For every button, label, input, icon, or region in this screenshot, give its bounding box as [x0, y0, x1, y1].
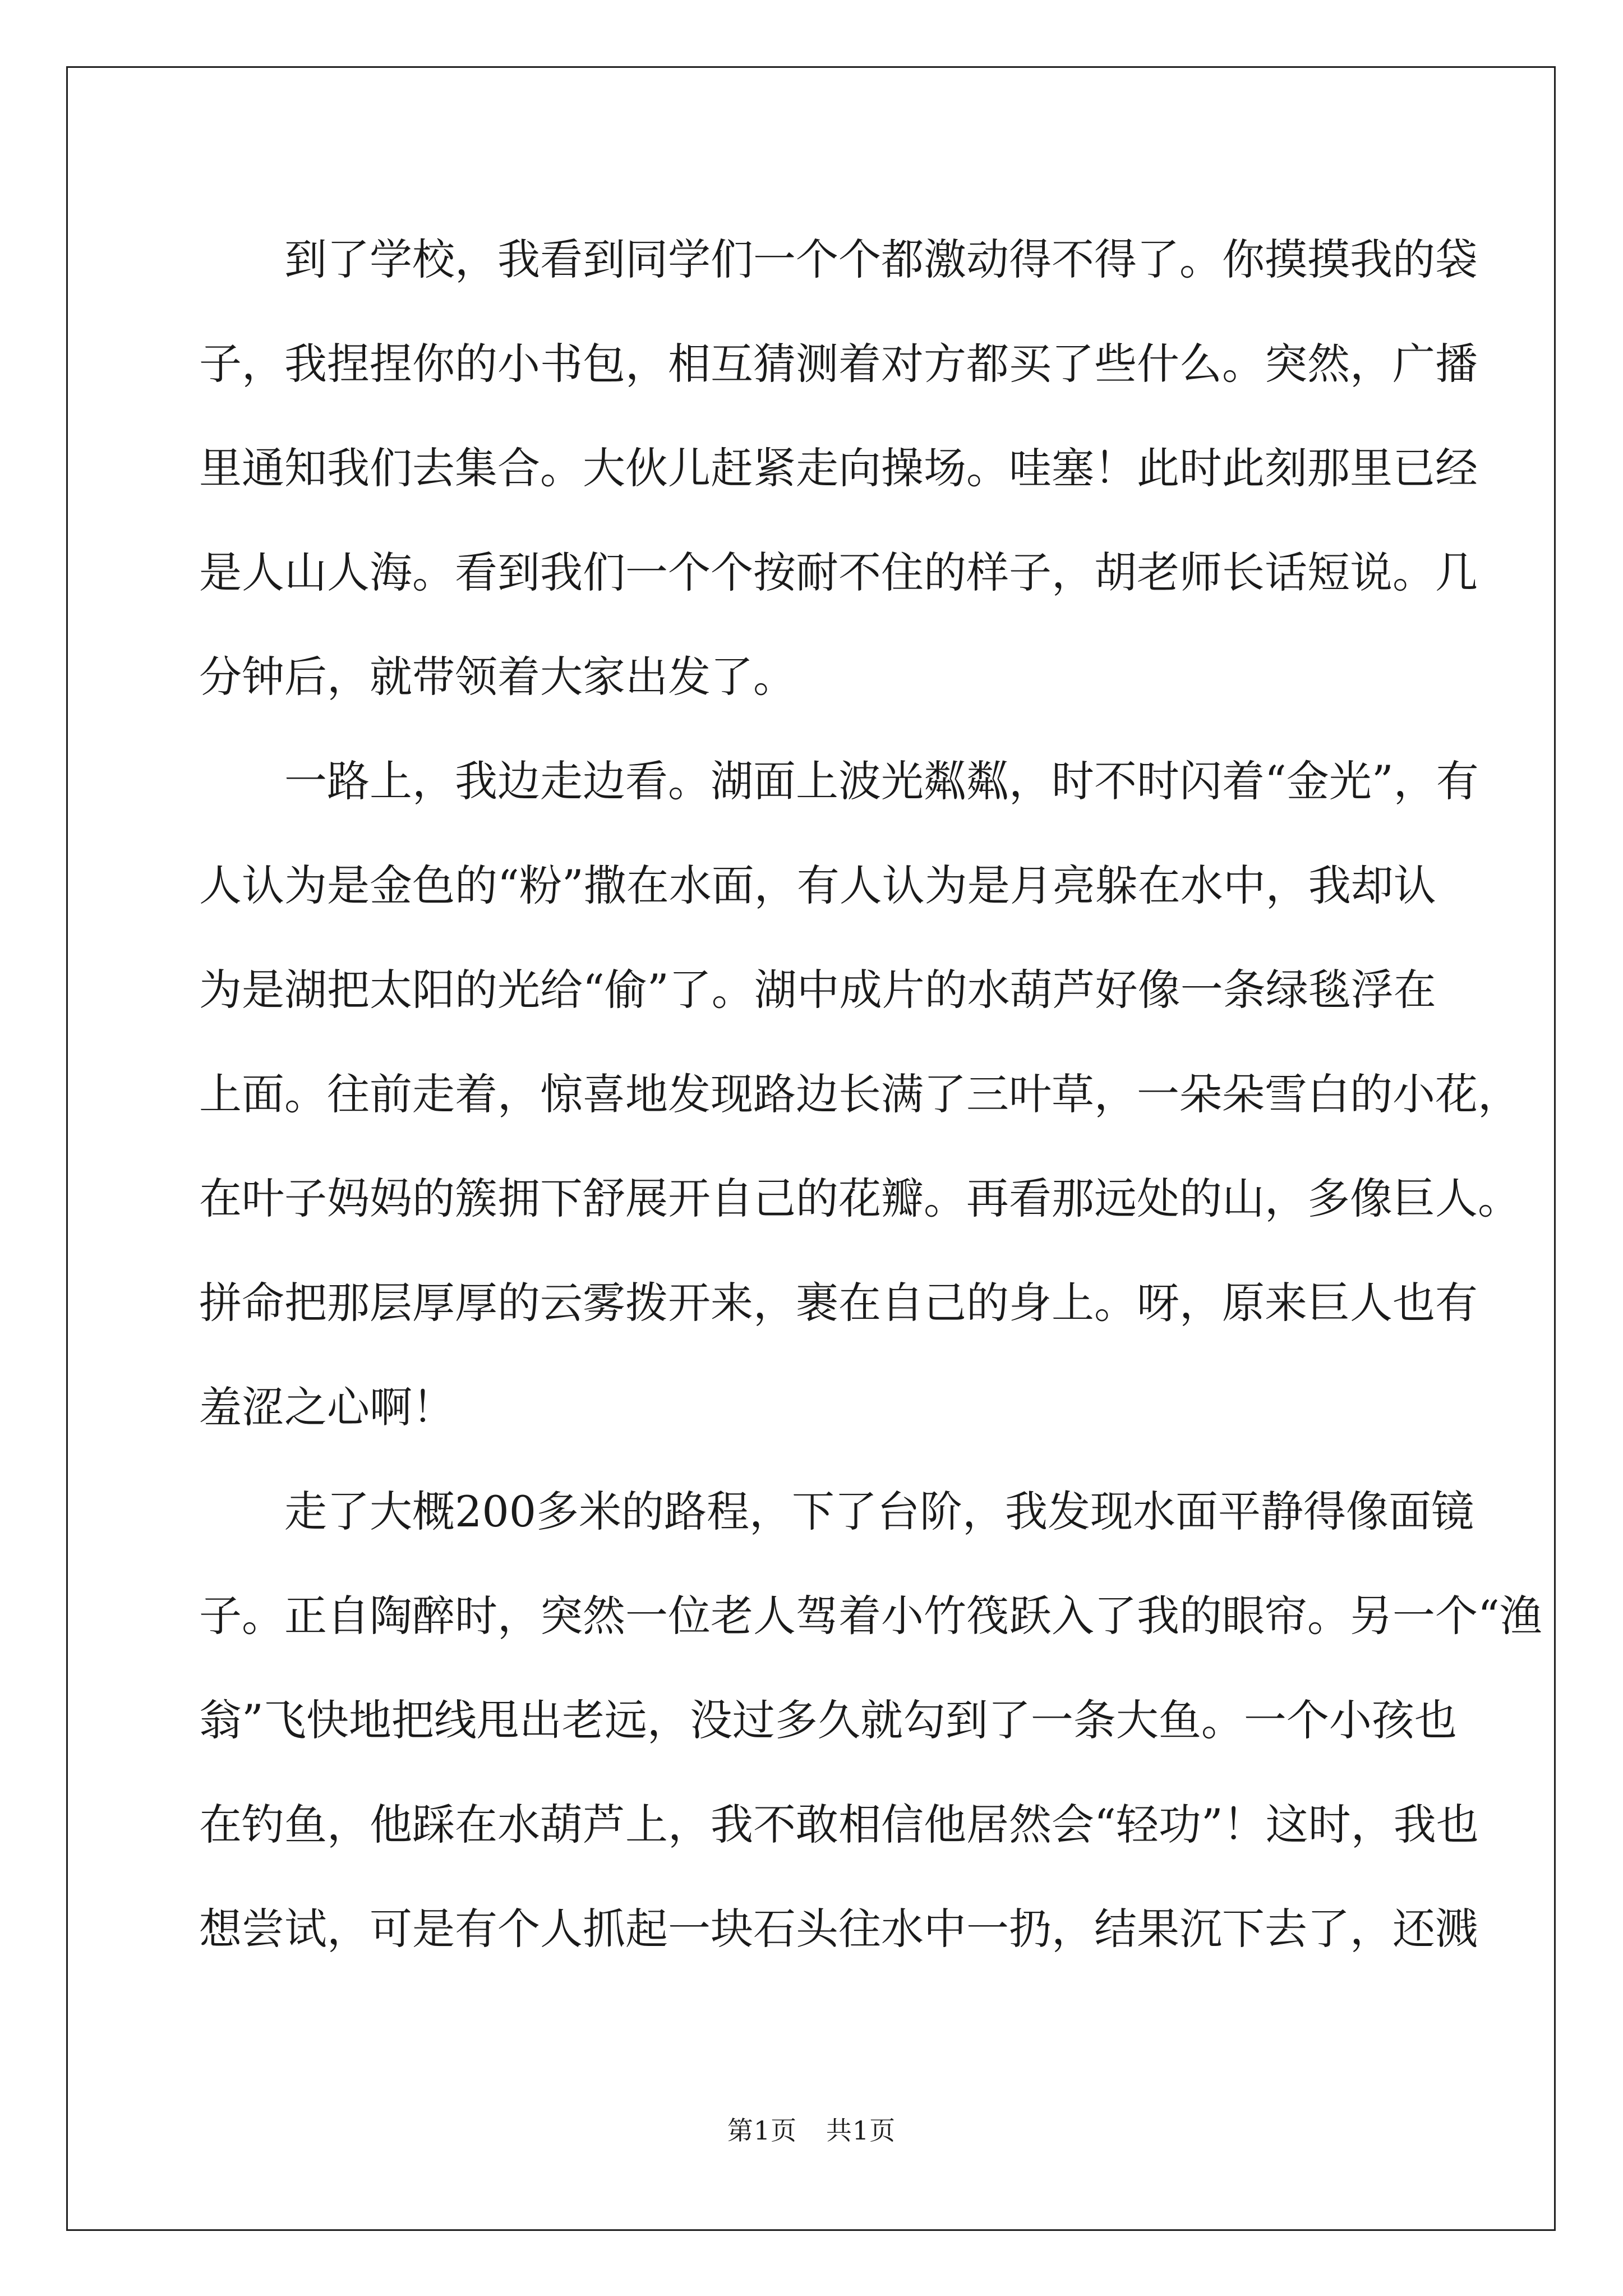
text-line: 翁”飞快地把线甩出老远，没过多久就勾到了一条大鱼。一个小孩也: [199, 1695, 1457, 1745]
text-line: 人认为是金色的“粉”撒在水面，有人认为是月亮躲在水中，我却认: [199, 861, 1436, 910]
text-line: 里通知我们去集合。大伙儿赶紧走向操场。哇塞！此时此刻那里已经: [199, 443, 1478, 493]
text-line: 在叶子妈妈的簇拥下舒展开自己的花瓣。再看那远处的山，多像巨人。: [199, 1174, 1520, 1223]
text-line: 为是湖把太阳的光给“偷”了。湖中成片的水葫芦好像一条绿毯浮在: [199, 965, 1436, 1015]
text-line: 子，我捏捏你的小书包，相互猜测着对方都买了些什么。突然，广播: [199, 339, 1478, 389]
text-line: 羞涩之心啊！: [199, 1382, 455, 1432]
article-body: [199, 208, 1542, 1981]
text-line: 到了学校，我看到同学们一个个都激动得不得了。你摸摸我的袋: [284, 234, 1478, 284]
text-line: 子。正自陶醉时，突然一位老人驾着小竹筏跃入了我的眼帘。另一个“渔: [199, 1591, 1542, 1641]
page-number-current: 第1页: [727, 2115, 797, 2146]
text-line: 在钓鱼，他踩在水葫芦上，我不敢相信他居然会“轻功”！这时，我也: [199, 1800, 1479, 1849]
text-line: 一路上，我边走边看。湖面上波光粼粼，时不时闪着“金光”，有: [284, 756, 1479, 806]
paragraph-2: [199, 729, 1520, 1460]
text-line: 分钟后，就带领着大家出发了。: [199, 652, 796, 702]
paragraph-3: [199, 1460, 1542, 1981]
page-number-total: 共1页: [826, 2115, 896, 2146]
text-line: 走了大概200多米的路程，下了台阶，我发现水面平静得像面镜: [284, 1487, 1474, 1536]
paragraph-1: [199, 208, 1478, 729]
text-line: 想尝试，可是有个人抓起一块石头往水中一扔，结果沉下去了，还溅: [199, 1904, 1478, 1954]
text-line: 拼命把那层厚厚的云雾拨开来，裹在自己的身上。呀，原来巨人也有: [199, 1278, 1478, 1328]
text-line: 是人山人海。看到我们一个个按耐不住的样子，胡老师长话短说。几: [199, 547, 1478, 597]
text-line: 上面。往前走着，惊喜地发现路边长满了三叶草，一朵朵雪白的小花，: [199, 1069, 1520, 1119]
page-footer: [0, 2114, 1623, 2147]
